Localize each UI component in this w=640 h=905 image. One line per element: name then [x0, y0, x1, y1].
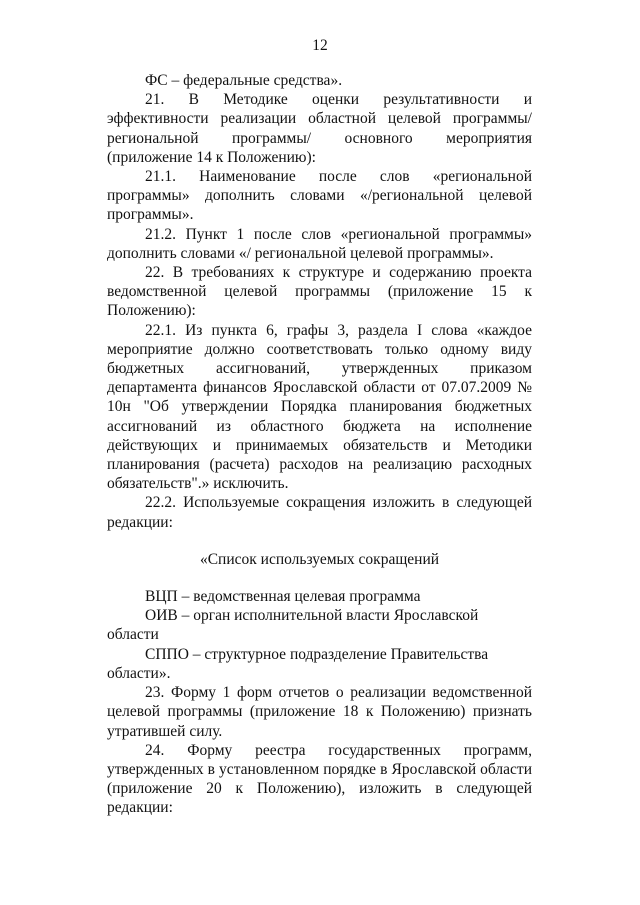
paragraph-22: 22. В требованиях к структуре и содержанию проекта ведомственной целевой программы (приложение 15 к Положению):: [107, 264, 532, 320]
abbreviation-oiv: ОИВ – орган исполнительной власти Ярославской области: [107, 607, 479, 644]
paragraph-21: 21. В Методике оценки результативности и эффективности реализации областной целевой программы/ региональной программы/ основного мероприятия (приложение 14 к Положению):: [107, 91, 532, 166]
paragraph-22-2: 22.2. Используемые сокращения изложить в следующей редакции:: [107, 494, 532, 531]
paragraph-22-1: 22.1. Из пункта 6, графы 3, раздела I слова «каждое мероприятие должно соответствовать только одному виду бюджетных ассигнований, утвержденных приказом департамента финансов Ярославской области от 07.07.2009 № 10н "Об утверждении Порядка планирования бюджетных ассигнований из областного бюджета на исполнение действующих и принимаемых обязательств и Методики планирования (расчета) расходов на реализацию расходных обязательств".» исключить.: [107, 321, 532, 493]
paragraph-fs-definition: ФС – федеральные средства».: [145, 72, 343, 89]
paragraph-21-2: 21.2. Пункт 1 после слов «региональной программы» дополнить словами «/ региональной целевой программы».: [107, 225, 532, 262]
paragraph-21-1: 21.1. Наименование после слов «региональной программы» дополнить словами «/региональной целевой программы».: [107, 168, 532, 224]
abbreviations-list-title: «Список используемых сокращений: [199, 550, 440, 568]
abbreviation-sppo: СППО – структурное подразделение Правительства области».: [107, 645, 489, 682]
abbreviation-vcp: ВЦП – ведомственная целевая программа: [145, 588, 421, 606]
page-number: 12: [312, 37, 328, 54]
paragraph-24: 24. Форму реестра государственных программ, утвержденных в установленном порядке в Ярославской области (приложение 20 к Положению), изложить в следующей редакции:: [107, 741, 532, 817]
paragraph-23: 23. Форму 1 форм отчетов о реализации ведомственной целевой программы (приложение 18 к Положению) признать утратившей силу.: [107, 684, 532, 740]
document-body: [107, 71, 532, 818]
